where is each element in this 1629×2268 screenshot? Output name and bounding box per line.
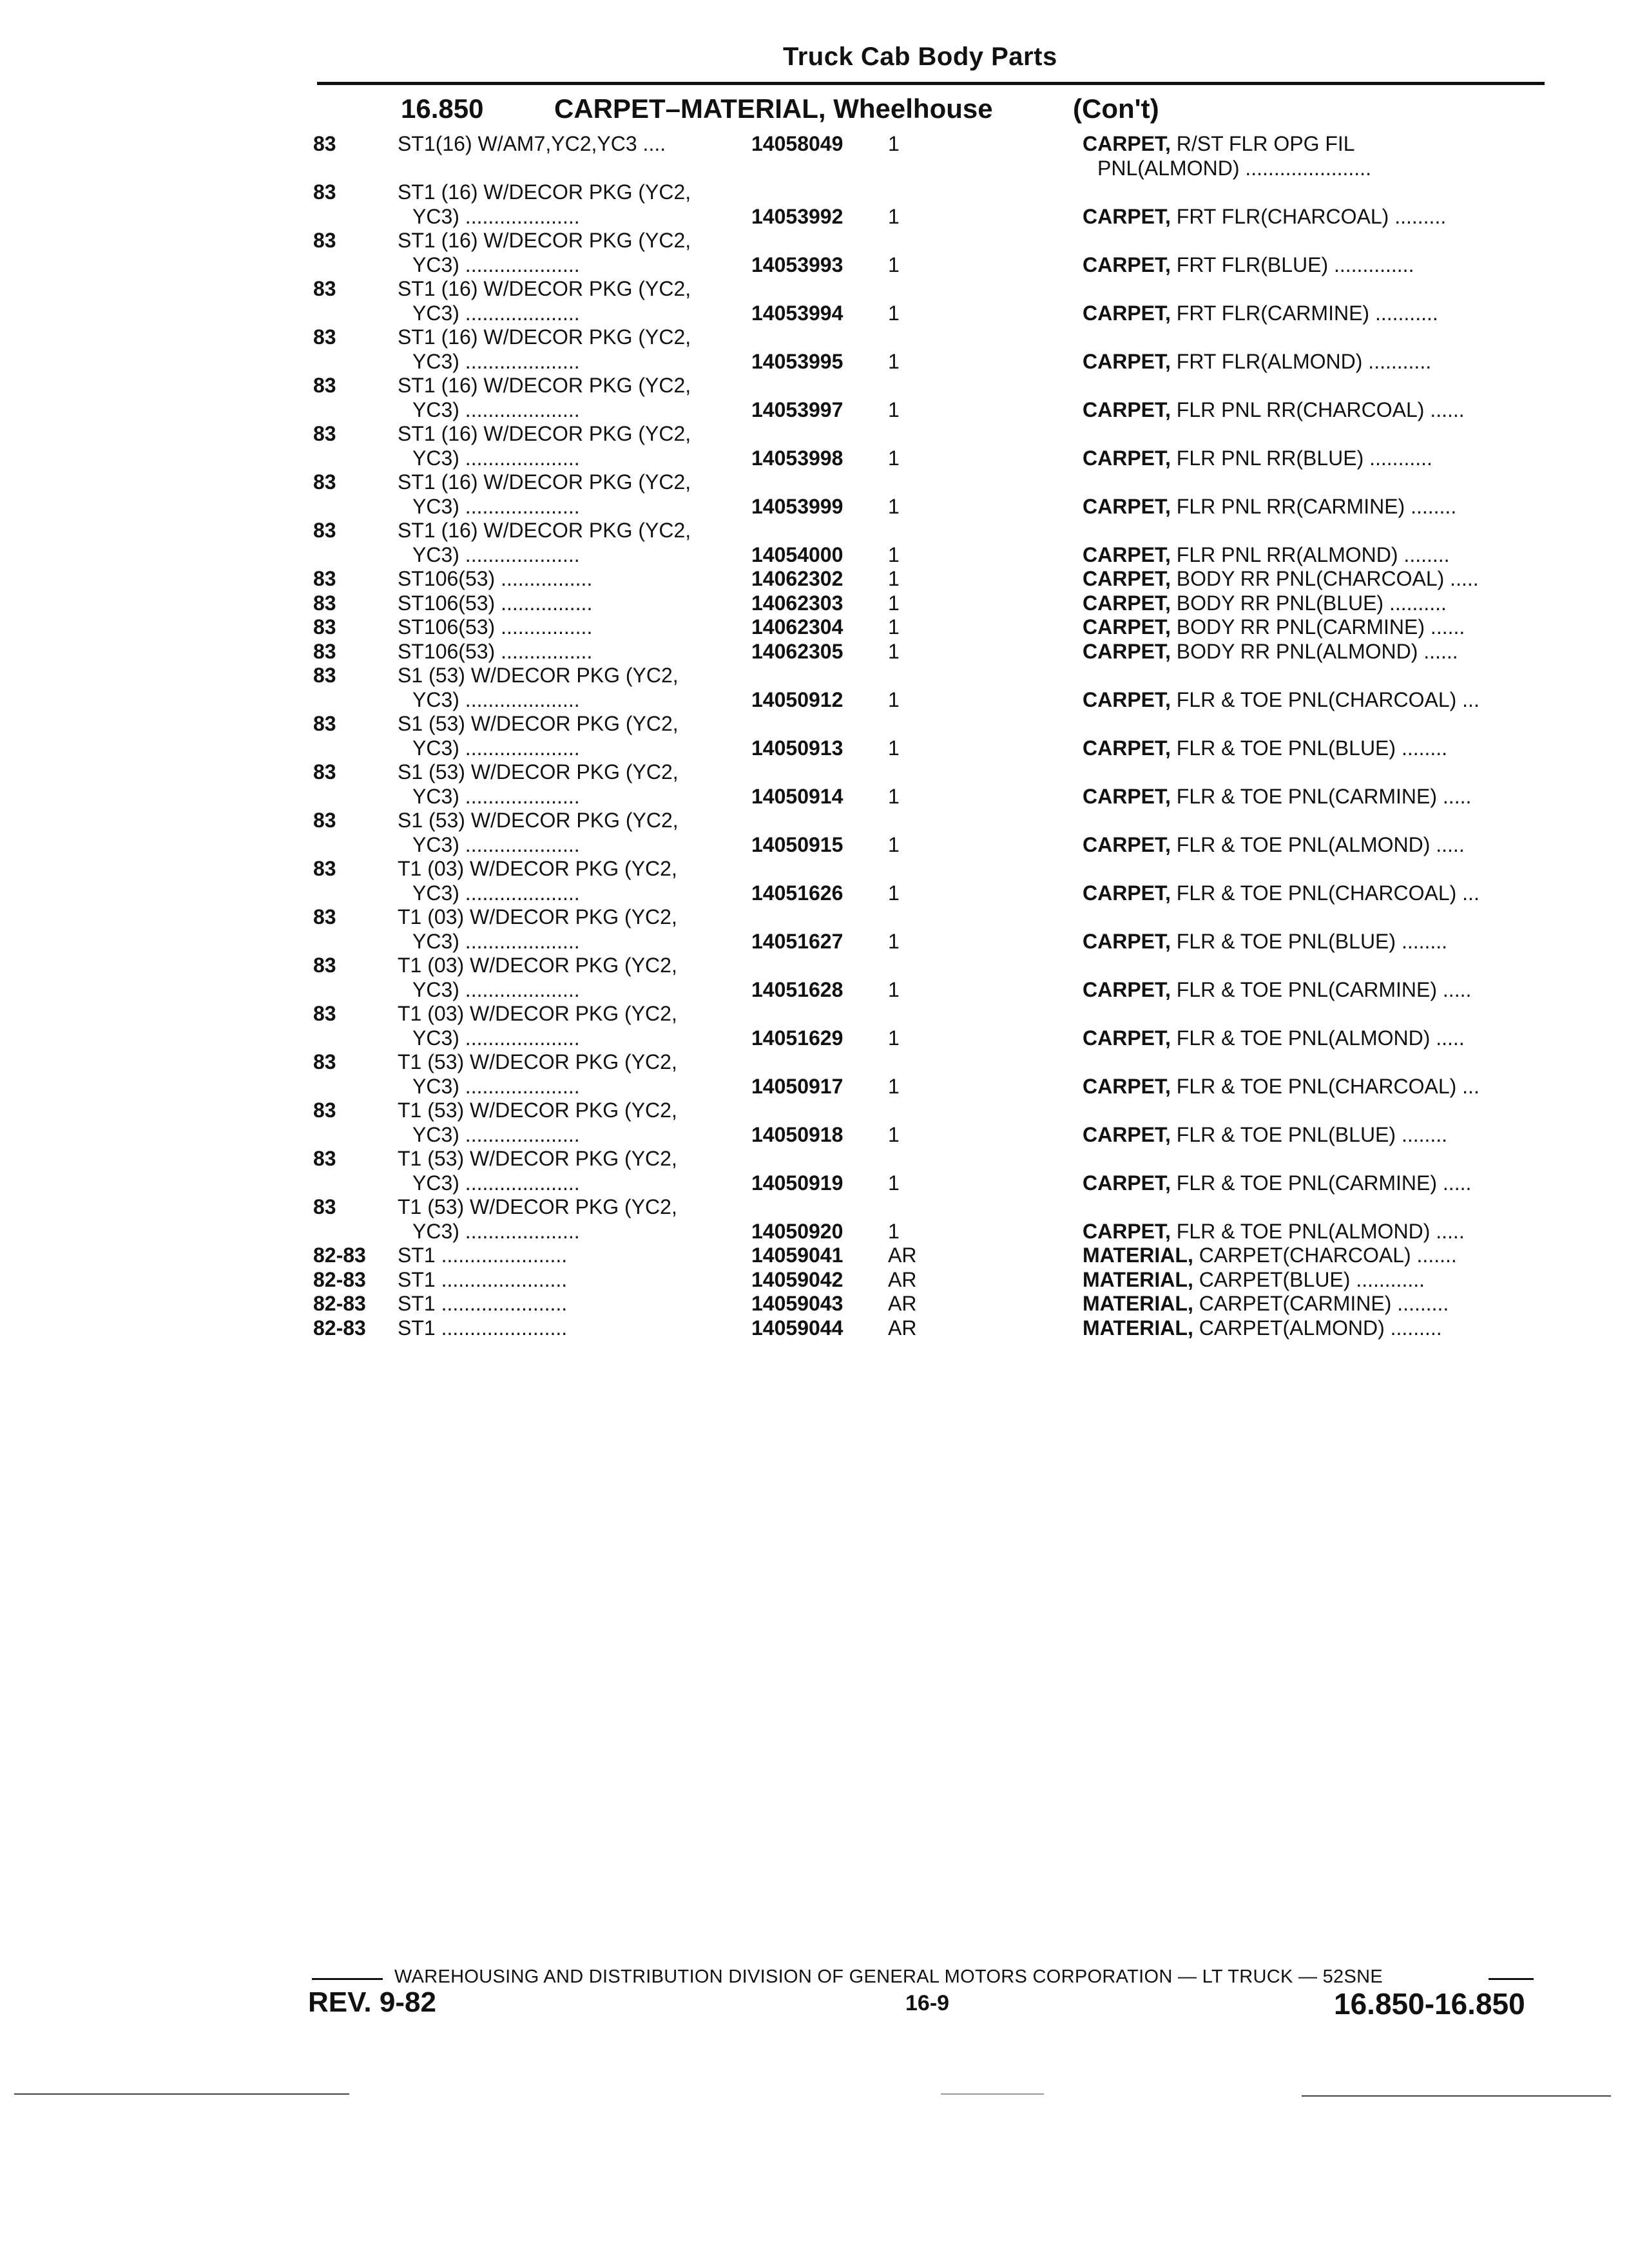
body-application: ST1 (16) W/DECOR PKG (YC2, [398, 325, 691, 349]
table-row [0, 640, 1629, 664]
part-description [1083, 1026, 1465, 1051]
table-row [0, 1292, 1629, 1316]
part-number: 14053995 [751, 349, 843, 373]
table-row [0, 591, 1629, 616]
body-application: YC3) .................... [412, 494, 580, 518]
body-application: YC3) .................... [412, 349, 580, 373]
part-description [1083, 978, 1471, 1003]
body-application: YC3) .................... [412, 253, 580, 276]
part-number: 14062303 [751, 591, 843, 615]
description-detail: BODY RR PNL(BLUE) .......... [1176, 591, 1447, 615]
part-number: 14058049 [751, 132, 843, 155]
table-row [0, 905, 1629, 954]
model-year: 83 [313, 664, 336, 687]
body-application: YC3) .................... [412, 301, 580, 325]
part-description [1083, 930, 1447, 954]
body-application: ST1 ...................... [398, 1267, 568, 1291]
description-noun: CARPET, [1083, 301, 1171, 325]
description-detail: FLR & TOE PNL(BLUE) ........ [1176, 1122, 1448, 1146]
quantity: AR [888, 1292, 917, 1315]
part-number: 14053992 [751, 204, 843, 228]
body-application: ST1 (16) W/DECOR PKG (YC2, [398, 519, 691, 542]
part-description [1083, 253, 1414, 278]
description-noun: CARPET, [1083, 543, 1171, 566]
body-application: YC3) .................... [412, 784, 580, 808]
description-detail: CARPET(ALMOND) ......... [1199, 1316, 1442, 1340]
body-application: YC3) .................... [412, 204, 580, 228]
part-number: 14051629 [751, 1026, 843, 1050]
description-noun: CARPET, [1083, 349, 1171, 373]
description-noun: MATERIAL, [1083, 1292, 1193, 1315]
description-noun: CARPET, [1083, 1074, 1171, 1098]
body-application: S1 (53) W/DECOR PKG (YC2, [398, 760, 679, 783]
part-description [1083, 398, 1465, 423]
table-row [0, 325, 1629, 374]
model-year: 82-83 [313, 1267, 366, 1291]
description-noun: CARPET, [1083, 977, 1171, 1001]
top-rule [317, 82, 1545, 85]
model-year: 83 [313, 615, 336, 639]
quantity: 1 [888, 1122, 900, 1146]
body-application: ST1 ...................... [398, 1316, 568, 1340]
description-detail: FRT FLR(CHARCOAL) ......... [1176, 204, 1447, 228]
scan-edge-line [941, 2093, 1044, 2095]
table-row [0, 374, 1629, 422]
quantity: 1 [888, 591, 900, 615]
description-noun: CARPET, [1083, 446, 1171, 470]
body-application: S1 (53) W/DECOR PKG (YC2, [398, 664, 679, 687]
body-application: ST106(53) ................ [398, 567, 593, 590]
body-application: YC3) .................... [412, 1074, 580, 1098]
quantity: 1 [888, 736, 900, 760]
description-noun: CARPET, [1083, 881, 1171, 905]
part-description [1083, 495, 1456, 519]
description-detail: FLR & TOE PNL(CHARCOAL) ... [1176, 687, 1480, 711]
section-number: 16.850 [401, 93, 484, 124]
body-application: T1 (53) W/DECOR PKG (YC2, [398, 1195, 677, 1218]
description-noun: CARPET, [1083, 736, 1171, 760]
model-year: 83 [313, 567, 336, 590]
quantity: 1 [888, 784, 900, 808]
table-row [0, 180, 1629, 229]
model-year: 83 [313, 1195, 336, 1218]
model-year: 83 [313, 180, 336, 204]
model-year: 82-83 [313, 1244, 366, 1267]
quantity: AR [888, 1267, 917, 1291]
description-noun: MATERIAL, [1083, 1244, 1193, 1267]
body-application: T1 (53) W/DECOR PKG (YC2, [398, 1147, 677, 1170]
model-year: 83 [313, 809, 336, 832]
footer-rule-left [312, 1978, 383, 1980]
description-noun: CARPET, [1083, 1122, 1171, 1146]
body-application: YC3) .................... [412, 832, 580, 856]
model-year: 83 [313, 132, 336, 155]
model-year: 83 [313, 1002, 336, 1025]
table-row [0, 1147, 1629, 1195]
description-noun: CARPET, [1083, 494, 1171, 518]
table-row [0, 132, 1629, 180]
part-number: 14051628 [751, 977, 843, 1001]
quantity: 1 [888, 687, 900, 711]
body-application: YC3) .................... [412, 736, 580, 760]
body-application: ST106(53) ................ [398, 591, 593, 615]
model-year: 82-83 [313, 1292, 366, 1315]
quantity: 1 [888, 832, 900, 856]
description-detail: FLR & TOE PNL(CARMINE) ..... [1176, 977, 1472, 1001]
description-detail: FLR & TOE PNL(CARMINE) ..... [1176, 784, 1472, 808]
quantity: 1 [888, 881, 900, 905]
body-application: ST1 ...................... [398, 1244, 568, 1267]
continued-label: (Con't) [1073, 93, 1159, 124]
body-application: T1 (03) W/DECOR PKG (YC2, [398, 954, 677, 977]
quantity: 1 [888, 349, 900, 373]
description-noun: CARPET, [1083, 639, 1171, 663]
description-detail: R/ST FLR OPG FIL [1176, 132, 1355, 155]
description-detail: BODY RR PNL(CARMINE) ...... [1176, 615, 1465, 639]
part-description [1083, 350, 1431, 374]
part-description [1083, 1268, 1425, 1293]
body-application: YC3) .................... [412, 1171, 580, 1195]
quantity: AR [888, 1316, 917, 1340]
part-number: 14051626 [751, 881, 843, 905]
model-year: 83 [313, 712, 336, 735]
description-detail: FLR & TOE PNL(BLUE) ........ [1176, 929, 1448, 953]
part-number: 14053994 [751, 301, 843, 325]
body-application: ST1 (16) W/DECOR PKG (YC2, [398, 277, 691, 300]
part-number: 14062302 [751, 567, 843, 590]
footer-rule-right [1489, 1978, 1534, 1980]
body-application: T1 (03) W/DECOR PKG (YC2, [398, 1002, 677, 1025]
part-description [1083, 640, 1458, 664]
model-year: 83 [313, 1147, 336, 1170]
body-application: ST106(53) ................ [398, 615, 593, 639]
part-description [1083, 833, 1465, 858]
parts-table [0, 132, 1629, 1340]
part-description [1083, 1244, 1457, 1268]
description-noun: CARPET, [1083, 1171, 1171, 1195]
running-head: Truck Cab Body Parts [783, 43, 1057, 71]
quantity: 1 [888, 567, 900, 590]
part-description [1083, 591, 1447, 616]
table-row [0, 1244, 1629, 1268]
description-noun: CARPET, [1083, 1219, 1171, 1243]
description-noun: MATERIAL, [1083, 1267, 1193, 1291]
quantity: 1 [888, 446, 900, 470]
scan-edge-line [1302, 2095, 1611, 2097]
part-number: 14053997 [751, 398, 843, 421]
part-description [1083, 447, 1432, 471]
quantity: 1 [888, 977, 900, 1001]
description-detail: BODY RR PNL(CHARCOAL) ..... [1176, 567, 1479, 590]
model-year: 83 [313, 905, 336, 928]
table-row [0, 809, 1629, 857]
quantity: 1 [888, 929, 900, 953]
part-number: 14059044 [751, 1316, 843, 1340]
section-range: 16.850-16.850 [1334, 1987, 1525, 2021]
part-number: 14053993 [751, 253, 843, 276]
model-year: 83 [313, 422, 336, 445]
body-application: ST106(53) ................ [398, 639, 593, 663]
description-noun: CARPET, [1083, 204, 1171, 228]
description-noun: CARPET, [1083, 591, 1171, 615]
part-description [1083, 302, 1438, 326]
model-year: 83 [313, 760, 336, 783]
part-number: 14051627 [751, 929, 843, 953]
part-number: 14059042 [751, 1267, 843, 1291]
part-description [1083, 1075, 1480, 1099]
description-detail: CARPET(BLUE) ............ [1199, 1267, 1425, 1291]
description-detail: FLR PNL RR(BLUE) ........... [1176, 446, 1432, 470]
description-noun: CARPET, [1083, 929, 1171, 953]
body-application: T1 (53) W/DECOR PKG (YC2, [398, 1099, 677, 1122]
description-detail: BODY RR PNL(ALMOND) ...... [1176, 639, 1458, 663]
model-year: 83 [313, 470, 336, 494]
description-noun: CARPET, [1083, 398, 1171, 421]
table-row [0, 664, 1629, 712]
part-description [1083, 615, 1465, 640]
part-description [1083, 1171, 1471, 1196]
description-detail: FLR & TOE PNL(CARMINE) ..... [1176, 1171, 1472, 1195]
quantity: 1 [888, 1219, 900, 1243]
description-detail: CARPET(CARMINE) ......... [1199, 1292, 1449, 1315]
quantity: 1 [888, 398, 900, 421]
body-application: T1 (03) W/DECOR PKG (YC2, [398, 857, 677, 880]
part-number: 14053998 [751, 446, 843, 470]
table-row [0, 760, 1629, 809]
quantity: 1 [888, 204, 900, 228]
body-application: YC3) .................... [412, 1026, 580, 1050]
table-row [0, 857, 1629, 905]
table-row [0, 1316, 1629, 1341]
table-row [0, 277, 1629, 325]
description-detail: FRT FLR(BLUE) .............. [1176, 253, 1414, 276]
description-detail: FRT FLR(CARMINE) ........... [1176, 301, 1438, 325]
description-detail: CARPET(CHARCOAL) ....... [1199, 1244, 1457, 1267]
quantity: 1 [888, 1026, 900, 1050]
description-detail: FLR PNL RR(CARMINE) ........ [1176, 494, 1457, 518]
table-row [0, 1099, 1629, 1147]
part-description [1083, 132, 1355, 157]
table-row [0, 567, 1629, 591]
part-description [1083, 1220, 1465, 1244]
description-noun: MATERIAL, [1083, 1316, 1193, 1340]
part-number: 14050920 [751, 1219, 843, 1243]
description-detail: FLR PNL RR(ALMOND) ........ [1176, 543, 1450, 566]
model-year: 83 [313, 1050, 336, 1073]
part-description [1083, 1123, 1447, 1148]
part-description [1083, 1316, 1442, 1341]
table-row [0, 1050, 1629, 1099]
body-application: YC3) .................... [412, 977, 580, 1001]
body-application: T1 (03) W/DECOR PKG (YC2, [398, 905, 677, 928]
body-application: ST1 (16) W/DECOR PKG (YC2, [398, 422, 691, 445]
body-application: YC3) .................... [412, 929, 580, 953]
part-number: 14053999 [751, 494, 843, 518]
body-application: YC3) .................... [412, 543, 580, 566]
part-description [1083, 785, 1471, 809]
part-number: 14050912 [751, 687, 843, 711]
quantity: 1 [888, 1171, 900, 1195]
part-description [1083, 688, 1480, 713]
part-number: 14062304 [751, 615, 843, 639]
part-description-continued: PNL(ALMOND) ...................... [1097, 156, 1371, 180]
model-year: 83 [313, 519, 336, 542]
part-number: 14059041 [751, 1244, 843, 1267]
quantity: 1 [888, 543, 900, 566]
part-number: 14050919 [751, 1171, 843, 1195]
description-noun: CARPET, [1083, 687, 1171, 711]
quantity: AR [888, 1244, 917, 1267]
description-noun: CARPET, [1083, 253, 1171, 276]
section-title: CARPET–MATERIAL, Wheelhouse [554, 93, 993, 124]
body-application: S1 (53) W/DECOR PKG (YC2, [398, 809, 679, 832]
quantity: 1 [888, 639, 900, 663]
table-row [0, 422, 1629, 470]
part-number: 14059043 [751, 1292, 843, 1315]
body-application: YC3) .................... [412, 446, 580, 470]
quantity: 1 [888, 301, 900, 325]
table-row [0, 470, 1629, 519]
description-noun: CARPET, [1083, 1026, 1171, 1050]
description-detail: FRT FLR(ALMOND) ........... [1176, 349, 1432, 373]
body-application: ST1 ...................... [398, 1292, 568, 1315]
model-year: 83 [313, 591, 336, 615]
body-application: YC3) .................... [412, 687, 580, 711]
quantity: 1 [888, 1074, 900, 1098]
table-row [0, 1268, 1629, 1293]
description-detail: FLR PNL RR(CHARCOAL) ...... [1176, 398, 1465, 421]
part-description [1083, 881, 1480, 906]
description-noun: CARPET, [1083, 567, 1171, 590]
table-row [0, 615, 1629, 640]
model-year: 82-83 [313, 1316, 366, 1340]
body-application: T1 (53) W/DECOR PKG (YC2, [398, 1050, 677, 1073]
description-noun: CARPET, [1083, 784, 1171, 808]
body-application: S1 (53) W/DECOR PKG (YC2, [398, 712, 679, 735]
quantity: 1 [888, 615, 900, 639]
page-number: 16-9 [905, 1991, 950, 2015]
footer-publisher: WAREHOUSING AND DISTRIBUTION DIVISION OF GENERAL MOTORS CORPORATION — LT TRUCK — 52SNE [394, 1966, 1383, 1987]
description-detail: FLR & TOE PNL(ALMOND) ..... [1176, 832, 1465, 856]
model-year: 83 [313, 277, 336, 300]
table-row [0, 1195, 1629, 1244]
scan-edge-line [14, 2093, 349, 2095]
model-year: 83 [313, 325, 336, 349]
part-number: 14062305 [751, 639, 843, 663]
part-description [1083, 736, 1447, 761]
part-description [1083, 543, 1450, 568]
description-detail: FLR & TOE PNL(CHARCOAL) ... [1176, 881, 1480, 905]
table-row [0, 712, 1629, 760]
quantity: 1 [888, 132, 900, 155]
body-application: ST1 (16) W/DECOR PKG (YC2, [398, 470, 691, 494]
part-number: 14050914 [751, 784, 843, 808]
model-year: 83 [313, 374, 336, 397]
description-noun: CARPET, [1083, 615, 1171, 639]
model-year: 83 [313, 639, 336, 663]
model-year: 83 [313, 857, 336, 880]
quantity: 1 [888, 253, 900, 276]
model-year: 83 [313, 1099, 336, 1122]
part-number: 14054000 [751, 543, 843, 566]
description-detail: FLR & TOE PNL(CHARCOAL) ... [1176, 1074, 1480, 1098]
model-year: 83 [313, 954, 336, 977]
body-application: ST1 (16) W/DECOR PKG (YC2, [398, 229, 691, 252]
body-application: YC3) .................... [412, 881, 580, 905]
part-number: 14050918 [751, 1122, 843, 1146]
table-row [0, 519, 1629, 567]
part-number: 14050915 [751, 832, 843, 856]
description-noun: CARPET, [1083, 832, 1171, 856]
table-row [0, 1002, 1629, 1050]
body-application: ST1 (16) W/DECOR PKG (YC2, [398, 180, 691, 204]
model-year: 83 [313, 229, 336, 252]
part-number: 14050913 [751, 736, 843, 760]
table-row [0, 954, 1629, 1002]
description-detail: FLR & TOE PNL(BLUE) ........ [1176, 736, 1448, 760]
part-description [1083, 205, 1446, 229]
body-application: YC3) .................... [412, 1122, 580, 1146]
part-number: 14050917 [751, 1074, 843, 1098]
description-noun: CARPET, [1083, 132, 1171, 155]
part-description [1083, 1292, 1449, 1316]
description-detail: FLR & TOE PNL(ALMOND) ..... [1176, 1026, 1465, 1050]
table-row [0, 229, 1629, 277]
body-application: ST1 (16) W/DECOR PKG (YC2, [398, 374, 691, 397]
part-description [1083, 567, 1479, 591]
body-application: YC3) .................... [412, 398, 580, 421]
quantity: 1 [888, 494, 900, 518]
revision-label: REV. 9-82 [308, 1986, 436, 2018]
body-application: ST1(16) W/AM7,YC2,YC3 .... [398, 132, 666, 155]
description-detail: FLR & TOE PNL(ALMOND) ..... [1176, 1219, 1465, 1243]
body-application: YC3) .................... [412, 1219, 580, 1243]
